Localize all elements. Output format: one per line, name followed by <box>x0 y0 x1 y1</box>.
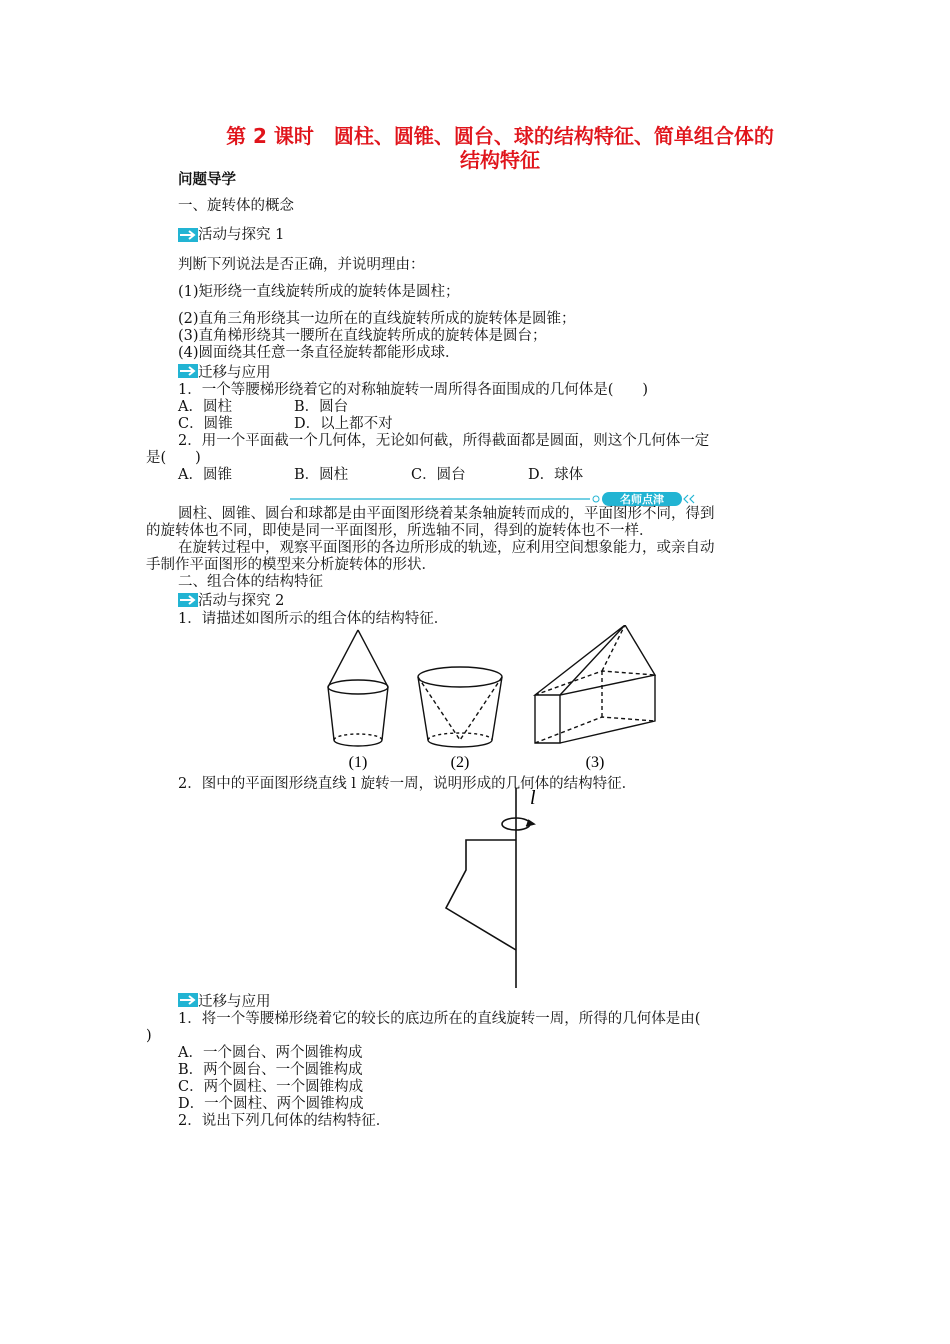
option-choice: A．圆锥 <box>178 467 232 483</box>
statement-item: (4)圆面绕其任意一条直径旋转都能形成球． <box>178 345 460 361</box>
tip-text: 在旋转过程中，观察平面图形的各边所形成的轨迹，应利用空间想象能力，或亲自动 <box>178 540 715 556</box>
question-text: 1．请描述如图所示的组合体的结构特征． <box>178 611 449 627</box>
question-text: 是( ) <box>146 450 201 466</box>
statement-item: (1)矩形绕一直线旋转所成的旋转体是圆柱； <box>178 284 460 300</box>
arrow-icon <box>178 993 198 1007</box>
arrow-icon <box>178 593 198 607</box>
statement-item: (2)直角三角形绕其一边所在的直线旋转所成的旋转体是圆锥； <box>178 311 576 327</box>
figure-label: (3) <box>585 754 605 771</box>
part2-heading: 二、组合体的结构特征 <box>178 574 323 590</box>
axis-label: l <box>530 787 536 809</box>
practice-label: 迁移与应用 <box>198 365 271 381</box>
tip-badge-text: 名师点津 <box>620 493 664 506</box>
activity-label: 活动与探究 2 <box>198 593 285 609</box>
arrow-icon <box>178 228 198 242</box>
option-choice: A．圆柱 <box>178 399 232 415</box>
question-text: 1．一个等腰梯形绕着它的对称轴旋转一周所得各面围成的几何体是( ) <box>178 382 649 398</box>
option-choice: D．以上都不对 <box>294 416 393 432</box>
tip-text: 手制作平面图形的模型来分析旋转体的形状． <box>146 557 436 573</box>
arrow-icon <box>178 364 198 378</box>
rotation-axis-figure <box>430 784 570 990</box>
option-choice: A．一个圆台、两个圆锥构成 <box>178 1045 363 1061</box>
part1-heading: 一、旋转体的概念 <box>178 198 294 214</box>
option-choice: D．一个圆柱、两个圆锥构成 <box>178 1096 364 1112</box>
section-heading: 问题导学 <box>178 172 236 188</box>
figure-label: (2) <box>450 754 470 771</box>
tip-text: 的旋转体也不同，即使是同一平面图形，所选轴不同，得到的旋转体也不一样． <box>146 523 654 539</box>
practice-label: 迁移与应用 <box>198 994 271 1010</box>
option-choice: D．球体 <box>528 467 584 483</box>
prompt-text: 判断下列说法是否正确，并说明理由： <box>178 257 425 273</box>
tip-divider <box>290 491 710 505</box>
tip-text: 圆柱、圆锥、圆台和球都是由平面图形绕着某条轴旋转而成的，平面图形不同，得到 <box>178 506 715 522</box>
question-text: ) <box>146 1028 152 1044</box>
question-text: 2．用一个平面截一个几何体，无论如何截，所得截面都是圆面，则这个几何体一定 <box>178 433 710 449</box>
option-choice: C．圆台 <box>411 467 466 483</box>
option-choice: C．两个圆柱、一个圆锥构成 <box>178 1079 364 1095</box>
option-choice: B．两个圆台、一个圆锥构成 <box>178 1062 363 1078</box>
question-text: 1．将一个等腰梯形绕着它的较长的底边所在的直线旋转一周，所得的几何体是由( <box>178 1011 701 1027</box>
activity-label: 活动与探究 1 <box>198 227 285 243</box>
figure-label: (1) <box>348 754 368 771</box>
option-choice: C．圆锥 <box>178 416 233 432</box>
statement-item: (3)直角梯形绕其一腰所在直线旋转所成的旋转体是圆台； <box>178 328 547 344</box>
composite-solids-figure <box>320 625 670 775</box>
page-title: 第 2 课时 圆柱、圆锥、圆台、球的结构特征、简单组合体的 <box>226 124 774 148</box>
option-choice: B．圆台 <box>294 399 349 415</box>
question-text: 2．说出下列几何体的结构特征． <box>178 1113 391 1129</box>
question-text: 2．图中的平面图形绕直线 l 旋转一周，说明形成的几何体的结构特征． <box>178 776 637 792</box>
page-title-continued: 结构特征 <box>460 148 540 172</box>
option-choice: B．圆柱 <box>294 467 349 483</box>
